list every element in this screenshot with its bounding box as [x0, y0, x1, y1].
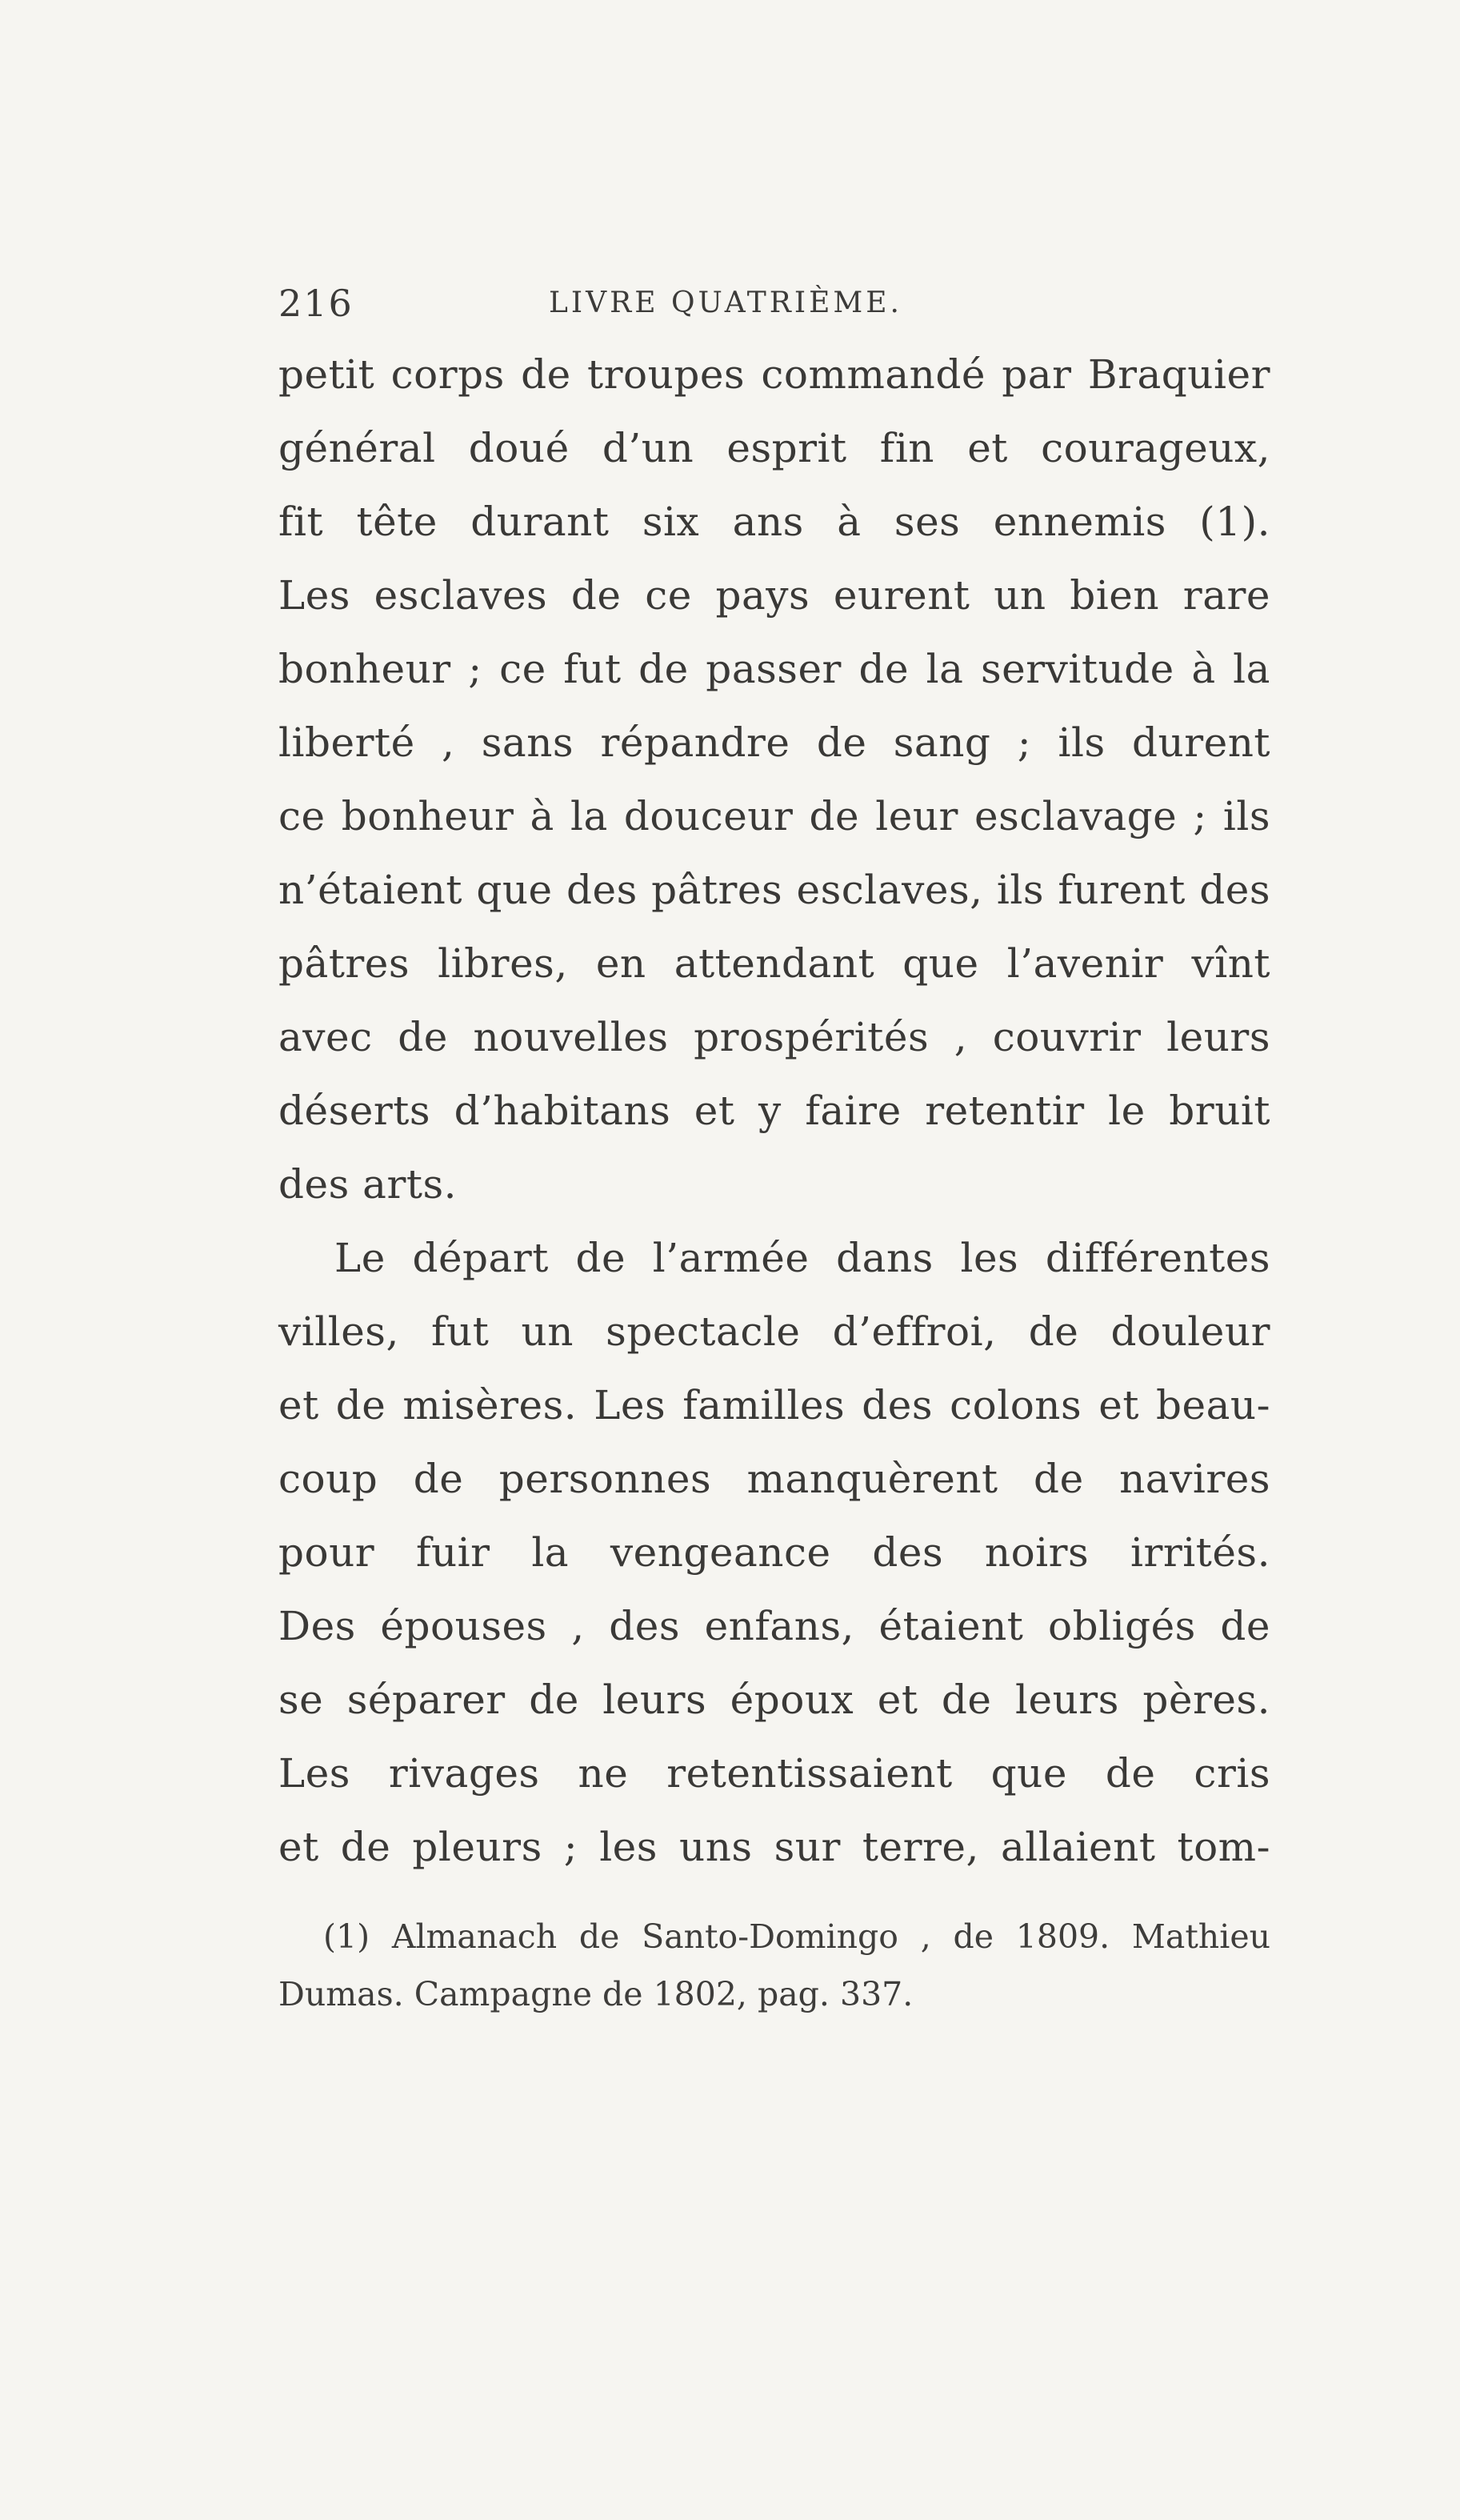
- text-line: liberté , sans répandre de sang ; ils durent: [278, 719, 1270, 766]
- text-line: Les rivages ne retentissaient que de cris: [278, 1750, 1270, 1797]
- text-line: et de misères. Les familles des colons et beau-: [278, 1382, 1270, 1428]
- page-header: [278, 282, 1278, 330]
- text-line: pour fuir la vengeance des noirs irrités.: [278, 1529, 1270, 1576]
- footnote-line: Dumas. Campagne de 1802, pag. 337.: [278, 1975, 914, 2013]
- text-line: bonheur ; ce fut de passer de la servitude à la: [278, 646, 1270, 692]
- text-line: et de pleurs ; les uns sur terre, allaient tom-: [278, 1824, 1270, 1870]
- text-line: pâtres libres, en attendant que l’avenir vînt: [278, 940, 1270, 987]
- text-line: Les esclaves de ce pays eurent un bien rare: [278, 572, 1270, 619]
- page-number: 216: [278, 282, 354, 325]
- text-line: ce bonheur à la douceur de leur esclavage ; ils: [278, 793, 1270, 839]
- text-line: fit tête durant six ans à ses ennemis (1).: [278, 499, 1270, 545]
- text-line: des arts.: [278, 1161, 458, 1208]
- footnote-line: (1) Almanach de Santo-Domingo , de 1809. Mathieu: [323, 1917, 1270, 1956]
- text-line: avec de nouvelles prospérités , couvrir leurs: [278, 1014, 1270, 1060]
- running-head: LIVRE QUATRIÈME.: [549, 286, 902, 319]
- paragraph-start-line: Le départ de l’armée dans les différentes: [334, 1235, 1270, 1281]
- text-line: n’étaient que des pâtres esclaves, ils furent des: [278, 867, 1270, 913]
- text-line: déserts d’habitans et y faire retentir le bruit: [278, 1088, 1270, 1134]
- text-line: se séparer de leurs époux et de leurs pères.: [278, 1677, 1270, 1723]
- text-line: petit corps de troupes commandé par Braquier: [278, 351, 1270, 398]
- text-line: général doué d’un esprit fin et courageux,: [278, 425, 1270, 471]
- footnote: [278, 1908, 1270, 2023]
- text-line: villes, fut un spectacle d’effroi, de douleur: [278, 1308, 1270, 1355]
- body-text: [278, 338, 1270, 1884]
- text-line: Des épouses , des enfans, étaient obligés de: [278, 1603, 1270, 1649]
- text-line: coup de personnes manquèrent de navires: [278, 1456, 1270, 1502]
